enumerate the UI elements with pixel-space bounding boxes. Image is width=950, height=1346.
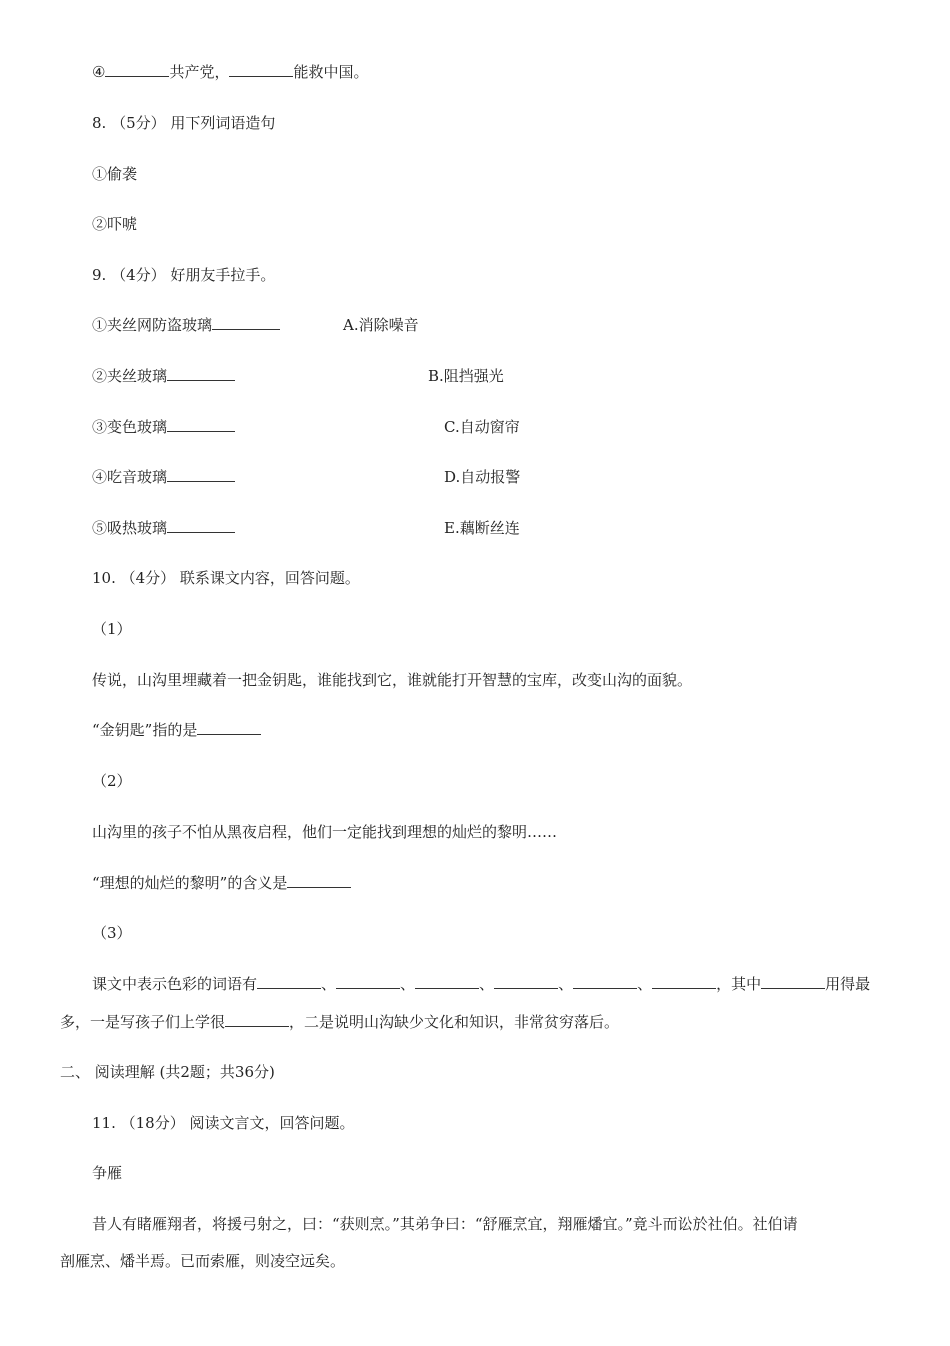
q9-right-item: B.阻挡强光 [428, 367, 504, 385]
separator: 、 [321, 975, 337, 993]
q11-passage-title: 争雁 [92, 1164, 123, 1182]
answer-blank[interactable] [761, 974, 825, 989]
separator: 、 [400, 975, 416, 993]
answer-blank[interactable] [494, 974, 558, 989]
q9-left-item [92, 518, 235, 538]
separator: 、 [558, 975, 574, 993]
q10-part-3-label: （3） [92, 924, 132, 942]
q7-item-4 [92, 62, 368, 82]
answer-blank[interactable] [167, 467, 235, 482]
q9-right-item: E.藕断丝连 [444, 519, 520, 537]
q10-part-2-label: （2） [92, 772, 132, 790]
q9-left-item [92, 366, 235, 386]
q10-part-1-passage: 传说，山沟里埋藏着一把金钥匙，谁能找到它，谁就能打开智慧的宝库，改变山沟的面貌。 [92, 671, 693, 689]
answer-blank[interactable] [212, 315, 280, 330]
q10-part-2-question-text: “理想的灿烂的黎明”的含义是 [92, 874, 288, 892]
q10-part-3-text: 课文中表示色彩的词语有 [92, 975, 258, 993]
q9-left-item [92, 417, 235, 437]
q11-passage-line-2: 剖雁烹、燔半焉。已而索雁，则凌空远矣。 [60, 1252, 346, 1270]
answer-blank[interactable] [336, 974, 400, 989]
q9-header: 9. （4分） 好朋友手拉手。 [92, 266, 276, 284]
answer-blank[interactable] [167, 518, 235, 533]
q10-part-1-question-text: “金钥匙”指的是 [92, 721, 198, 739]
separator: 、 [479, 975, 495, 993]
answer-blank[interactable] [415, 974, 479, 989]
q11-passage-line-1: 昔人有睹雁翔者，将援弓射之，曰：“获则烹。”其弟争曰：“舒雁烹宜，翔雁燔宜。”竟斗而讼於社伯。社伯请 [92, 1215, 798, 1233]
q9-right-item: D.自动报警 [444, 468, 521, 486]
q9-left-item [92, 315, 280, 335]
q9-left-label: ③变色玻璃 [92, 418, 168, 436]
q10-part-3-text: 多，一是写孩子们上学很 [60, 1013, 226, 1031]
answer-blank[interactable] [105, 62, 169, 77]
q9-right-item: A.消除噪音 [343, 316, 419, 334]
q8-item-2: ②吓唬 [92, 215, 138, 233]
q10-part-3-text: 用得最 [825, 975, 871, 993]
q9-left-item [92, 467, 235, 487]
q9-left-label: ④吃音玻璃 [92, 468, 168, 486]
q7-item-4-number: ④ [92, 63, 106, 81]
answer-blank[interactable] [257, 974, 321, 989]
q10-part-1-label: （1） [92, 620, 132, 638]
answer-blank[interactable] [287, 873, 351, 888]
q8-header: 8. （5分） 用下列词语造句 [92, 114, 276, 132]
answer-blank[interactable] [573, 974, 637, 989]
q10-part-1-question [92, 720, 261, 740]
answer-blank[interactable] [229, 62, 293, 77]
section-2-title: 二、 阅读理解 (共2题；共36分) [60, 1063, 275, 1081]
q10-part-3-text: ，其中 [716, 975, 762, 993]
q7-item-4-text-end: 能救中国。 [293, 63, 369, 81]
answer-blank[interactable] [167, 366, 235, 381]
q10-part-3-line-2 [60, 1012, 619, 1032]
answer-blank[interactable] [197, 720, 261, 735]
q11-header: 11. （18分） 阅读文言文，回答问题。 [92, 1114, 355, 1132]
q10-header: 10. （4分） 联系课文内容，回答问题。 [92, 569, 360, 587]
answer-blank[interactable] [652, 974, 716, 989]
q10-part-2-passage: 山沟里的孩子不怕从黑夜启程，他们一定能找到理想的灿烂的黎明…… [92, 823, 558, 841]
q9-left-label: ①夹丝网防盗玻璃 [92, 316, 213, 334]
q10-part-3-text: ，二是说明山沟缺少文化和知识，非常贫穷落后。 [289, 1013, 620, 1031]
q9-left-label: ⑤吸热玻璃 [92, 519, 168, 537]
answer-blank[interactable] [225, 1012, 289, 1027]
q9-left-label: ②夹丝玻璃 [92, 367, 168, 385]
q10-part-3-line-1 [92, 974, 870, 994]
q9-right-item: C.自动窗帘 [444, 418, 520, 436]
q8-item-1: ①偷袭 [92, 165, 138, 183]
separator: 、 [637, 975, 653, 993]
q7-item-4-text: 共产党， [169, 63, 230, 81]
answer-blank[interactable] [167, 417, 235, 432]
q10-part-2-question [92, 873, 351, 893]
